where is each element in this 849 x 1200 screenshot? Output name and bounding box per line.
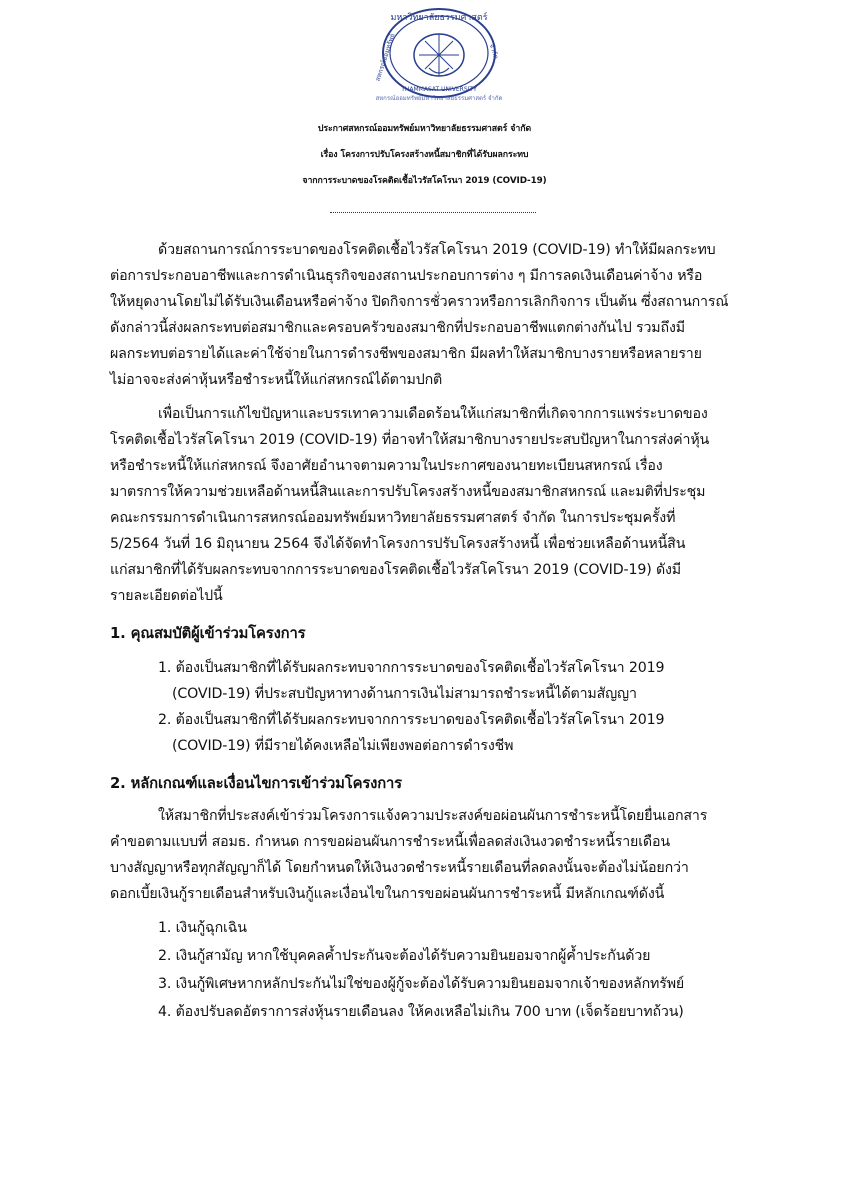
- section-1-item-continuation: (COVID-19) ที่ประสบปัญหาทางด้านการเงินไม่สามารถชำระหนี้ได้ตามสัญญา: [172, 686, 637, 702]
- seal-stamp-text: สหกรณ์ออมทรัพย์มหาวิทยาลัยธรรมศาสตร์ จำกัด: [375, 95, 503, 102]
- section-2-paragraph-line: ให้สมาชิกที่ประสงค์เข้าร่วมโครงการแจ้งความประสงค์ขอผ่อนผันการชำระหนี้โดยยื่นเอกสาร: [158, 808, 708, 824]
- paragraph-1-line: ต่อการประกอบอาชีพและการดำเนินธุรกิจของสถานประกอบการต่าง ๆ มีการลดเงินเดือนค่าจ้าง หรือ: [110, 268, 703, 284]
- seal-bottom-text: THAMMASAT UNIVERSITY: [401, 86, 477, 93]
- section-2-heading: 2. หลักเกณฑ์และเงื่อนไขการเข้าร่วมโครงการ: [110, 775, 402, 792]
- paragraph-1-line: ด้วยสถานการณ์การระบาดของโรคติดเชื้อไวรัสโคโรนา 2019 (COVID-19) ทำให้มีผลกระทบ: [158, 242, 716, 258]
- paragraph-2-line: มาตรการให้ความช่วยเหลือด้านหนี้สินและการปรับโครงสร้างหนี้ของสมาชิกสหกรณ์ และมติที่ประชุม: [110, 484, 706, 500]
- announcement-header: [0, 116, 849, 194]
- paragraph-2-line: หรือชำระหนี้ให้แก่สหกรณ์ จึงอาศัยอำนาจตามความในประกาศของนายทะเบียนสหกรณ์ เรื่อง: [110, 458, 663, 474]
- section-2-paragraph-line: คำขอตามแบบที่ สอมธ. กำหนด การขอผ่อนผันการชำระหนี้เพื่อลดส่งเงินงวดชำระหนี้รายเดือน: [110, 834, 670, 850]
- paragraph-2-line: เพื่อเป็นการแก้ไขปัญหาและบรรเทาความเดือดร้อนให้แก่สมาชิกที่เกิดจากการแพร่ระบาดของ: [158, 406, 708, 422]
- paragraph-1-line: ไม่อาจจะส่งค่าหุ้นหรือชำระหนี้ให้แก่สหกรณ์ได้ตามปกติ: [110, 372, 443, 388]
- seal-top-text: มหาวิทยาลัยธรรมศาสตร์: [390, 13, 488, 23]
- seal-right-text: จำกัด: [487, 42, 501, 61]
- header-title-line: ประกาศสหกรณ์ออมทรัพย์มหาวิทยาลัยธรรมศาสตร์ จำกัด: [317, 124, 532, 134]
- section-2-paragraph-line: บางสัญญาหรือทุกสัญญาก็ได้ โดยกำหนดให้เงินงวดชำระหนี้รายเดือนที่ลดลงนั้นจะต้องไม่น้อยกว่า: [110, 860, 689, 876]
- section-1-heading: 1. คุณสมบัติผู้เข้าร่วมโครงการ: [110, 625, 306, 642]
- section-2-item: 3. เงินกู้พิเศษหากหลักประกันไม่ใช่ของผู้กู้จะต้องได้รับความยินยอมจากเจ้าของหลักทรัพย์: [158, 976, 685, 992]
- paragraph-1-line: ดังกล่าวนี้ส่งผลกระทบต่อสมาชิกและครอบครัวของสมาชิกที่ประกอบอาชีพแตกต่างกันไป รวมถึงมี: [110, 320, 685, 336]
- header-subject-line: เรื่อง โครงการปรับโครงสร้างหนี้สมาชิกที่ได้รับผลกระทบ: [320, 150, 529, 160]
- paragraph-2-line: แก่สมาชิกที่ได้รับผลกระทบจากการระบาดของโรคติดเชื้อไวรัสโคโรนา 2019 (COVID-19) ดังมี: [110, 562, 681, 578]
- section-1-item-continuation: (COVID-19) ที่มีรายได้คงเหลือไม่เพียงพอต่อการดำรงชีพ: [172, 738, 514, 754]
- header-subject-line-2: จากการระบาดของโรคติดเชื้อไวรัสโคโรนา 2019 (COVID-19): [302, 176, 547, 186]
- section-2-item: 2. เงินกู้สามัญ หากใช้บุคคลค้ำประกันจะต้องได้รับความยินยอมจากผู้ค้ำประกันด้วย: [158, 948, 651, 964]
- paragraph-2-line: 5/2564 วันที่ 16 มิถุนายน 2564 จึงได้จัดทำโครงการปรับโครงสร้างหนี้ เพื่อช่วยเหลือด้านหนี้สิน: [110, 536, 686, 552]
- section-1-item: 1. ต้องเป็นสมาชิกที่ได้รับผลกระทบจากการระบาดของโรคติดเชื้อไวรัสโคโรนา 2019: [158, 660, 665, 676]
- section-2-item: 4. ต้องปรับลดอัตราการส่งหุ้นรายเดือนลง ให้คงเหลือไม่เกิน 700 บาท (เจ็ดร้อยบาทถ้วน): [158, 1004, 684, 1020]
- dotted-separator: [330, 212, 536, 213]
- section-2-paragraph-line: ดอกเบี้ยเงินกู้รายเดือนสำหรับเงินกู้และเงื่อนไขในการขอผ่อนผันการชำระหนี้ มีหลักเกณฑ์ดังนี้: [110, 886, 665, 902]
- paragraph-2-line: รายละเอียดต่อไปนี้: [110, 588, 223, 604]
- section-1-item: 2. ต้องเป็นสมาชิกที่ได้รับผลกระทบจากการระบาดของโรคติดเชื้อไวรัสโคโรนา 2019: [158, 712, 665, 728]
- section-2-item: 1. เงินกู้ฉุกเฉิน: [158, 920, 247, 936]
- paragraph-1-line: ให้หยุดงานโดยไม่ได้รับเงินเดือนหรือค่าจ้าง ปิดกิจการชั่วคราวหรือการเลิกกิจการ เป็นต้น ซึ่งสถานการณ์: [110, 294, 729, 310]
- paragraph-2-line: โรคติดเชื้อไวรัสโคโรนา 2019 (COVID-19) ที่อาจทำให้สมาชิกบางรายประสบปัญหาในการส่งค่าหุ้น: [110, 432, 710, 448]
- university-seal-logo: [373, 6, 503, 102]
- paragraph-2-line: คณะกรรมการดำเนินการสหกรณ์ออมทรัพย์มหาวิทยาลัยธรรมศาสตร์ จำกัด ในการประชุมครั้งที่: [110, 510, 676, 526]
- paragraph-1-line: ผลกระทบต่อรายได้และค่าใช้จ่ายในการดำรงชีพของสมาชิก มีผลทำให้สมาชิกบางรายหรือหลายราย: [110, 346, 702, 362]
- seal-left-text: สหกรณ์ออมทรัพย์: [373, 32, 397, 83]
